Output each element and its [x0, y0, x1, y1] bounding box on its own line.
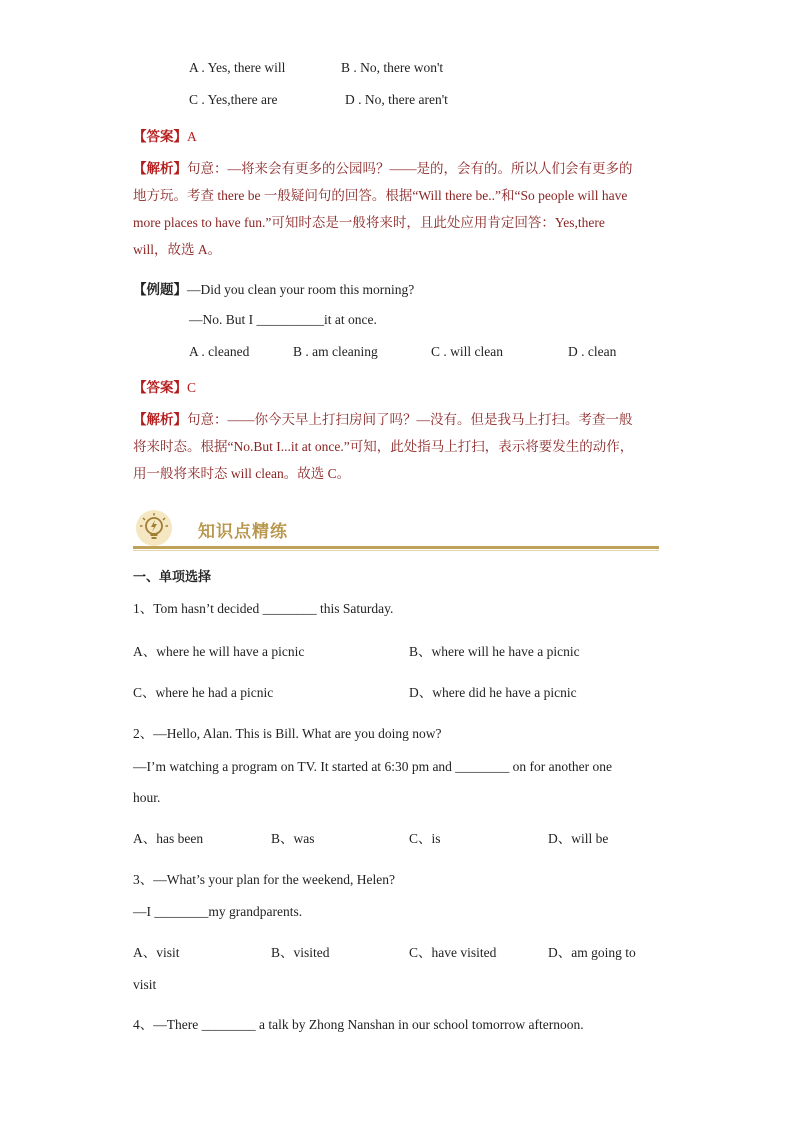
analysis-tag: 【解析】 — [133, 412, 187, 427]
example-tag: 【例题】 — [133, 282, 187, 297]
analysis-line: 将来时态。根据“No.But I...it at once.”可知，此处指马上打扫，表示将要发生的动作， — [133, 439, 634, 454]
answer-value: A — [187, 129, 197, 144]
option-d: D、am going to — [548, 945, 636, 960]
analysis-line: 地方玩。考查 there be 一般疑问句的回答。根据“Will there be..”和“So people will have — [133, 188, 628, 203]
analysis-block — [133, 155, 663, 263]
answer-block — [133, 125, 197, 145]
option-d: D . clean — [568, 344, 617, 359]
lightbulb-icon — [136, 510, 172, 546]
answer-tag: 【答案】 — [133, 380, 187, 395]
analysis-line: 句意：——你今天早上打扫房间了吗？—没有。但是我马上打扫。考查一般 — [187, 412, 633, 427]
answer-tag: 【答案】 — [133, 129, 187, 144]
answer-value: C — [187, 380, 197, 395]
option-a: A、where he will have a picnic — [133, 644, 305, 659]
analysis-line: will，故选 A。 — [133, 242, 222, 257]
analysis-tag: 【解析】 — [133, 161, 187, 176]
option-b: B、was — [271, 831, 315, 846]
option-a: A、visit — [133, 945, 180, 960]
question-stem: 4、—There ________ a talk by Zhong Nanshan in our school tomorrow afternoon. — [133, 1017, 584, 1032]
section-title: 知识点精练 — [198, 522, 288, 542]
option-c: C . will clean — [431, 344, 503, 359]
option-a: A、has been — [133, 831, 204, 846]
example-line: —No. But I __________it at once. — [189, 312, 377, 327]
question-stem: 1、Tom hasn’t decided ________ this Saturday. — [133, 601, 394, 616]
option-b: B . am cleaning — [293, 344, 378, 359]
option-b: B . No, there won't — [341, 60, 444, 75]
analysis-line: 句意：—将来会有更多的公园吗？——是的，会有的。所以人们会有更多的 — [187, 161, 633, 176]
section-divider-light — [133, 550, 659, 551]
question-stem: 2、—Hello, Alan. This is Bill. What are you doing now? — [133, 726, 442, 741]
option-c: C、where he had a picnic — [133, 685, 274, 700]
option-d: D、where did he have a picnic — [409, 685, 577, 700]
answer-block — [133, 376, 196, 396]
analysis-line: 用一般将来时态 will clean。故选 C。 — [133, 466, 351, 481]
section-divider — [133, 546, 659, 549]
question-stem-line: hour. — [133, 790, 161, 805]
question-stem-line: —I ________my grandparents. — [133, 904, 303, 919]
option-d-continued: visit — [133, 977, 157, 992]
option-c: C、have visited — [409, 945, 497, 960]
option-a: A . cleaned — [189, 344, 250, 359]
question-stem-line: —I’m watching a program on TV. It started at 6:30 pm and ________ on for another one — [133, 759, 613, 774]
question-stem: 3、—What’s your plan for the weekend, Helen? — [133, 872, 396, 887]
analysis-line: more places to have fun.”可知时态是一般将来时，且此处应用肯定回答：Yes,there — [133, 215, 605, 230]
option-d: D、will be — [548, 831, 609, 846]
option-a: A . Yes, there will — [189, 60, 286, 75]
part-heading: 一、单项选择 — [133, 570, 212, 585]
option-c: C、is — [409, 831, 441, 846]
example-question — [133, 278, 414, 298]
option-c: C . Yes,there are — [189, 92, 278, 107]
analysis-block — [133, 406, 663, 487]
option-b: B、where will he have a picnic — [409, 644, 580, 659]
option-d: D . No, there aren't — [345, 92, 448, 107]
option-b: B、visited — [271, 945, 330, 960]
example-line: —Did you clean your room this morning? — [187, 282, 415, 297]
